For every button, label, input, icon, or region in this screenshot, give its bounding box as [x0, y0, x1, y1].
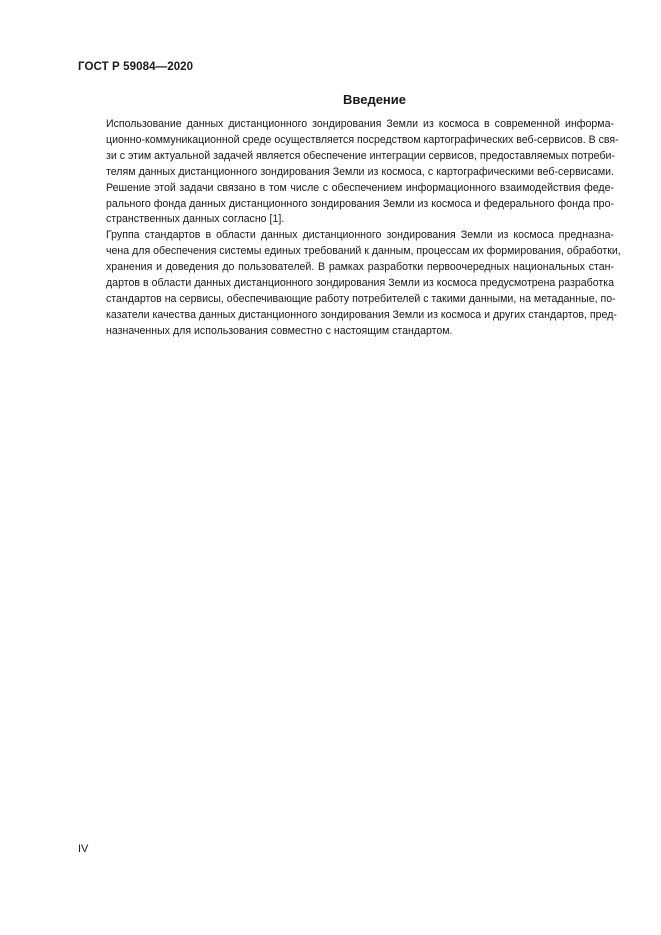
text-line: чена для обеспечения системы единых требований к данным, процессам их формирования, обработки, [106, 245, 621, 258]
text-line: назначенных для использования совместно с настоящим стандартом. [106, 324, 453, 337]
text-line: зи с этим актуальной задачей является обеспечение интеграции сервисов, предоставляемых потреби- [106, 149, 615, 162]
body-text [78, 117, 621, 340]
document-code: ГОСТ Р 59084—2020 [78, 61, 194, 73]
paragraph-1 [78, 117, 619, 228]
text-line: Группа стандартов в области данных дистанционного зондирования Земли из космоса предназна- [106, 229, 614, 242]
text-line: Использование данных дистанционного зондирования Земли из космоса в современной информа- [106, 118, 614, 130]
text-line: хранения и доведения до пользователей. В рамках разработки первоочередных национальных стан- [106, 261, 614, 274]
text-line: Решение этой задачи связано в том числе с обеспечением информационного взаимодействия феде- [106, 181, 614, 194]
section-title: Введение [343, 92, 406, 107]
text-line: ционно-коммуникационной среде осуществляется посредством картографических веб-сервисов. В свя- [106, 133, 619, 146]
paragraph-2 [78, 228, 621, 339]
text-line: рального фонда данных дистанционного зондирования Земли из космоса и федерального фонда про- [106, 197, 614, 210]
text-line: дартов в области данных дистанционного зондирования Земли из космоса предусмотрена разработка [106, 277, 614, 290]
page-number: IV [78, 843, 89, 855]
text-line: стандартов на сервисы, обеспечивающие работу потребителей с такими данными, на метаданные, по- [106, 292, 616, 305]
text-line: телям данных дистанционного зондирования Земли из космоса, с картографическими веб-сервисами. [106, 165, 614, 178]
text-line: странственных данных согласно [1]. [106, 213, 285, 226]
text-line: казатели качества данных дистанционного зондирования Земли из космоса и других стандартов, пред- [106, 308, 617, 321]
